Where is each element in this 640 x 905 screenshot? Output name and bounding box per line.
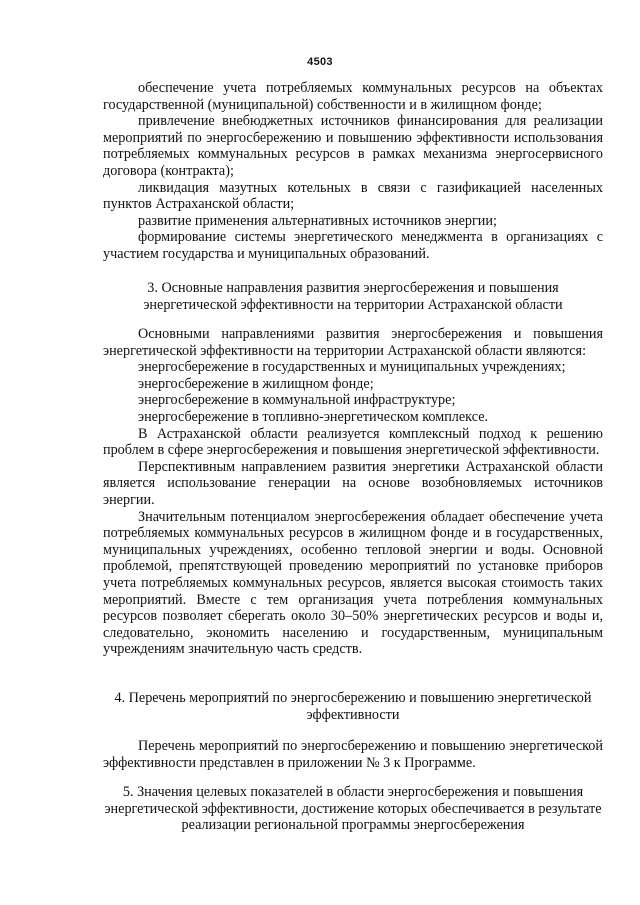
section-5-heading: 5. Значения целевых показателей в области энергосбережения и повышения энергетической эффективности, достижение которых обеспечивается в результате реализации региональной программы энергосбережения	[104, 784, 602, 834]
section-3-heading: 3. Основные направления развития энергосбережения и повышения энергетической эффективности на территории Астраханской области	[143, 280, 563, 313]
paragraph: привлечение внебюджетных источников финансирования для реализации мероприятий по энергосбережению и повышению эффективности использования потребляемых коммунальных ресурсов в рамках механизма энергосервисного договора (контракта);	[103, 113, 603, 179]
page-number: 4503	[307, 56, 333, 68]
section-3-body	[103, 326, 603, 658]
paragraph: развитие применения альтернативных источников энергии;	[138, 212, 497, 229]
paragraph: Перечень мероприятий по энергосбережению и повышению энергетической эффективности представлен в приложении № 3 к Программе.	[103, 738, 603, 771]
paragraph: Значительным потенциалом энергосбережения обладает обеспечение учета потребляемых коммунальных ресурсов в жилищном фонде и в государственных, муниципальных учреждениях, особенно тепловой энергии и воды. Основной проблемой, препятствующей проведению мероприятий по установке приборов учета потребляемых коммунальных ресурсов, является высокая стоимость таких мероприятий. Вместе с тем организация учета потребления коммунальных ресурсов позволяет сберегать около 30–50% энергетических ресурсов и воды и, следовательно, экономить населению и государственным, муниципальным учреждениям значительную часть средств.	[103, 508, 603, 658]
paragraph: ликвидация мазутных котельных в связи с газификацией населенных пунктов Астраханской области;	[103, 179, 603, 213]
paragraph: энергосбережение в коммунальной инфраструктуре;	[138, 392, 456, 409]
paragraph: Перспективным направлением развития энергетики Астраханской области является использование генерации на основе возобновляемых источников энергии.	[103, 458, 603, 508]
paragraph: энергосбережение в государственных и муниципальных учреждениях;	[138, 359, 566, 376]
paragraph: энергосбережение в топливно-энергетическом комплексе.	[138, 408, 489, 425]
paragraph: В Астраханской области реализуется комплексный подход к решению проблем в сфере энергосбережения и повышения энергетической эффективности.	[103, 425, 603, 459]
paragraph: Основными направлениями развития энергосбережения и повышения энергетической эффективности на территории Астраханской области являются:	[103, 326, 603, 359]
section-4-body	[103, 738, 603, 771]
section-4-heading: 4. Перечень мероприятий по энергосбережению и повышению энергетической эффективности	[114, 690, 592, 723]
intro-list	[103, 80, 603, 263]
paragraph: обеспечение учета потребляемых коммунальных ресурсов на объектах государственной (муниципальной) собственности и в жилищном фонде;	[103, 80, 603, 113]
paragraph: энергосбережение в жилищном фонде;	[138, 375, 374, 392]
paragraph: формирование системы энергетического менеджмента в организациях с участием государства и муниципальных образований.	[103, 229, 603, 262]
